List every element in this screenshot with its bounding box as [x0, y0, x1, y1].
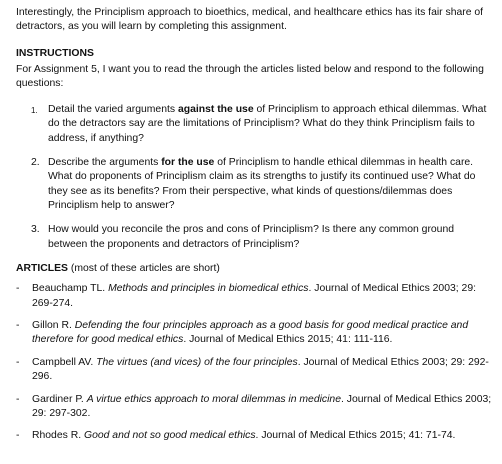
article-title: Defending the four principles approach as a good basis for good medical practice and therefore for good medical ethics [32, 320, 469, 346]
list-dash: - [16, 356, 20, 368]
articles-list [16, 282, 492, 443]
article-citation: . Journal of Medical Ethics 2003; 29: 292-296. [32, 356, 489, 383]
article-citation: . Journal of Medical Ethics 2003; 29: 269-274. [32, 283, 476, 309]
article-item [16, 282, 492, 311]
question-emphasis: against the use [177, 103, 254, 115]
list-dash: - [16, 320, 20, 332]
article-citation: . Journal of Medical Ethics 2015; 41: 111-116. [183, 334, 393, 346]
list-dash: - [16, 393, 20, 405]
article-item [16, 393, 492, 422]
question-item [16, 223, 492, 252]
article-title: Methods and principles in biomedical ethics [108, 283, 309, 295]
list-dash: - [16, 283, 20, 295]
question-item [16, 103, 492, 146]
article-title: Good and not so good medical ethics [83, 430, 256, 442]
question-number: 1. [31, 105, 38, 115]
question-text-pre: Detail the varied arguments [48, 103, 178, 115]
article-item [16, 429, 492, 443]
article-author: Gillon R. [32, 320, 75, 332]
instructions-text: For Assignment 5, I want you to read the through the articles listed below and respond to the following questions: [16, 64, 484, 90]
article-item [16, 356, 492, 385]
article-author: Beauchamp TL. [32, 283, 109, 295]
list-dash: - [16, 430, 20, 442]
question-text-post: of Principlism to approach ethical dilemmas. What do the detractors say are the limitations of Principlism? What do they think Principlism fails to address, if anything? [48, 103, 487, 144]
instructions-heading: INSTRUCTIONS [16, 47, 94, 59]
articles-note: (most of these articles are short) [67, 263, 220, 275]
article-citation: . Journal of Medical Ethics 2003; 29: 297-302. [32, 393, 492, 419]
question-number: 3. [31, 224, 40, 236]
articles-heading: ARTICLES [16, 263, 68, 275]
article-author: Campbell AV. [32, 356, 97, 368]
article-author: Rhodes R. [32, 430, 84, 442]
question-emphasis: for the use [161, 156, 215, 168]
article-title: The virtues (and vices) of the four principles [96, 356, 298, 368]
question-number: 2. [31, 156, 40, 168]
question-item [16, 156, 492, 213]
question-text-pre: Describe the arguments [48, 156, 162, 168]
article-author: Gardiner P. [32, 393, 87, 405]
questions-list [16, 103, 492, 252]
intro-paragraph: Interestingly, the Principlism approach to bioethics, medical, and healthcare ethics has its fair share of detractors, as you will learn by completing this assignment. [16, 7, 484, 33]
question-text-post: of Principlism to handle ethical dilemmas in health care. What do proponents of Principlism claim as its strengths to justify its continued use? What do they see as its benefits? From their perspective, what kinds of questions/dilemmas does Principlism help to answer? [48, 156, 476, 211]
article-citation: . Journal of Medical Ethics 2015; 41: 71-74. [255, 430, 456, 442]
question-text: How would you reconcile the pros and cons of Principlism? Is there any common ground between the proponents and detractors of Principlism? [48, 224, 455, 250]
article-title: A virtue ethics approach to moral dilemmas in medicine [86, 393, 341, 405]
article-item [16, 319, 492, 348]
articles-heading-line [16, 262, 492, 276]
